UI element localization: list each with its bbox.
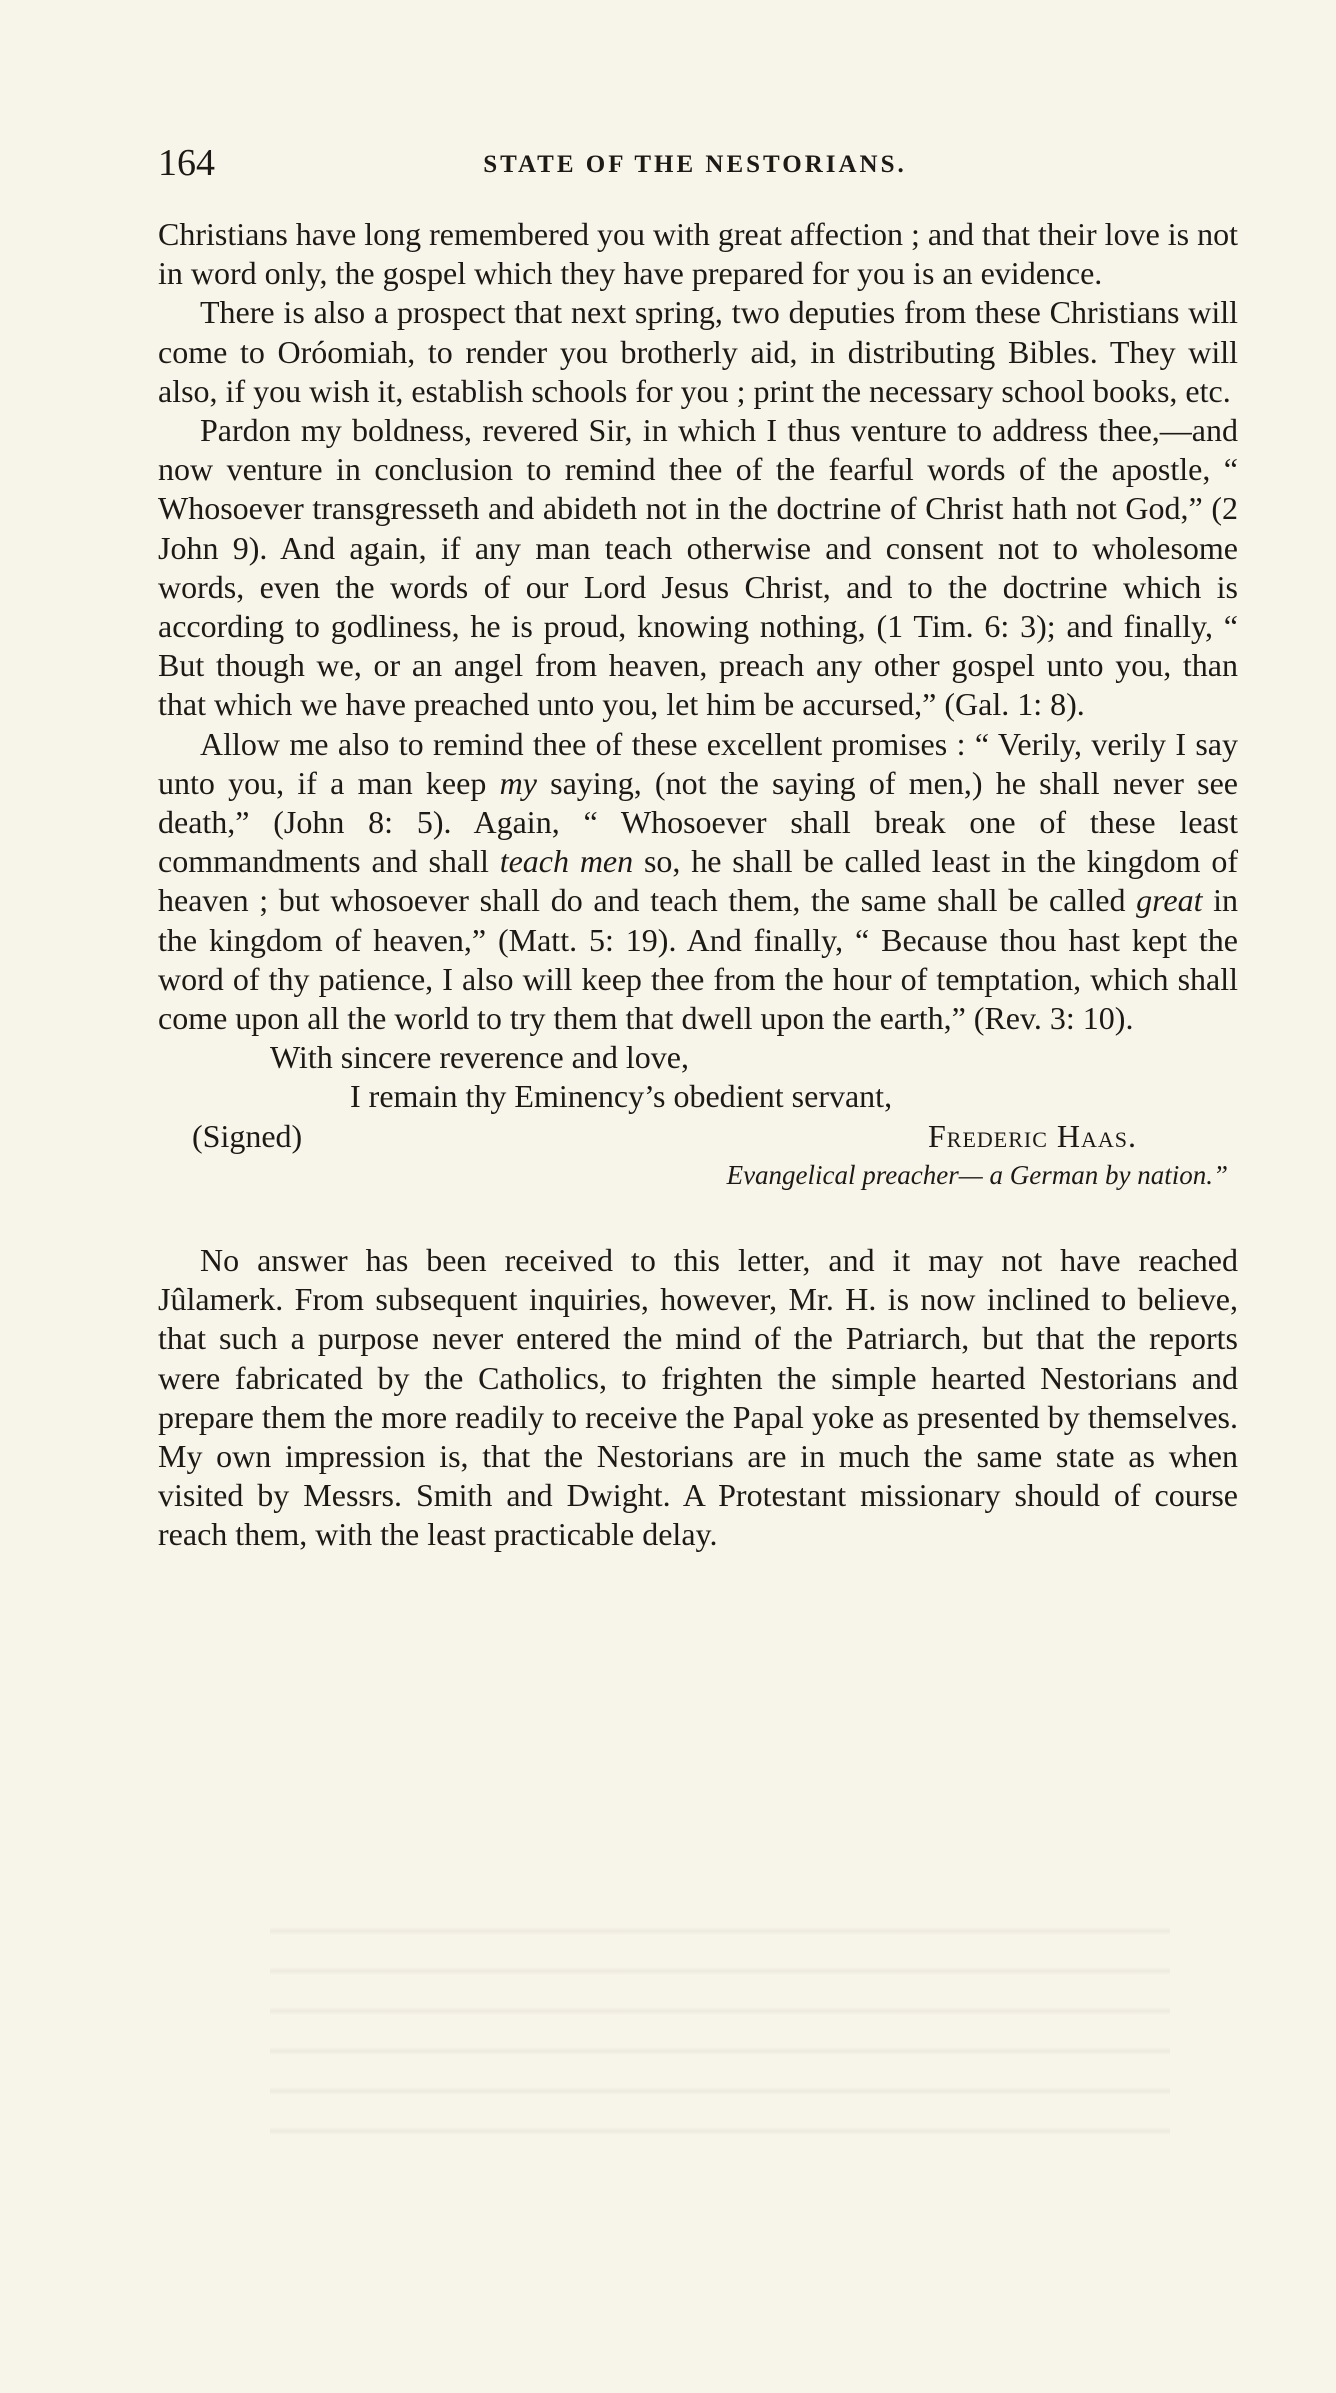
closing-line-2 bbox=[158, 1077, 1238, 1116]
signed-label: (Signed) bbox=[192, 1117, 303, 1154]
promises-text-3: so, he shall be called least in the kingdom of heaven ; but whosoever shall do and teach them, the same shall be called bbox=[158, 843, 1238, 919]
closing-line-3 bbox=[158, 1117, 1238, 1156]
promises-italic-teach-men: teach men bbox=[499, 843, 634, 880]
section-gap bbox=[158, 1195, 1238, 1241]
running-head: STATE OF THE NESTORIANS. bbox=[483, 151, 907, 178]
promises-text-4: in the kingdom of heaven,” (Matt. 5: 19). And finally, “ Because thou hast kept the word of thy patience, I also will keep thee from the hour of temptation, which shall come upon all the world to try them that dwell upon the earth,” (Rev. 3: 10). bbox=[158, 882, 1239, 1037]
promises-text-2: saying, (not the saying of men,) he shall never see death,” (John 8: 5). Again, “ Whosoever shall break one of these least commandments and shall bbox=[158, 764, 1239, 880]
page-number: 164 bbox=[158, 142, 215, 184]
page-body bbox=[158, 215, 1238, 1555]
paragraph-pardon: Pardon my boldness, revered Sir, in which I thus venture to address thee,—and now venture in conclusion to remind thee of the fearful words of the apostle, “ Whosoever transgresseth and abideth not in the doctrine of Christ hath not God,” (2 John 9). And again, if any man teach otherwise and consent not to wholesome words, even the words of our Lord Jesus Christ, and to the doctrine which is according to godliness, he is proud, knowing nothing, (1 Tim. 6: 3); and finally, “ But though we, or an angel from heaven, preach any other gospel unto you, than that which we have preached unto you, let him be accursed,” (Gal. 1: 8). bbox=[158, 412, 1238, 723]
closing-salutation: With sincere reverence and love, bbox=[270, 1039, 689, 1076]
signatory-title: Evangelical preacher— a German by nation.” bbox=[726, 1159, 1228, 1190]
closing-remain: I remain thy Eminency’s obedient servant, bbox=[350, 1078, 893, 1115]
paragraph-continued: Christians have long remembered you with great affection ; and that their love is not in word only, the gospel which they have prepared for you is an evidence. bbox=[158, 216, 1238, 292]
paragraph-deputies: There is also a prospect that next spring, two deputies from these Christians will come to Oróomiah, to render you brotherly aid, in distributing Bibles. They will also, if you wish it, establish schools for you ; print the necessary school books, etc. bbox=[158, 294, 1238, 409]
paragraph-promises bbox=[158, 725, 1238, 1039]
closing-line-1 bbox=[158, 1038, 1238, 1077]
page-header bbox=[158, 138, 1232, 188]
signatory-name: Frederic Haas. bbox=[928, 1117, 1138, 1154]
promises-italic-great: great bbox=[1136, 882, 1203, 919]
promises-italic-my: my bbox=[499, 764, 537, 801]
promises-text-1: Allow me also to remind thee of these excellent promises : “ Verily, verily I say unto you, if a man keep bbox=[158, 725, 1238, 801]
show-through-bleed bbox=[270, 1905, 1170, 2145]
paragraph-no-answer: No answer has been received to this letter, and it may not have reached Jûlamerk. From subsequent inquiries, however, Mr. H. is now inclined to believe, that such a purpose never entered the mind of the Patriarch, but that the reports were fabricated by the Catholics, to frighten the simple hearted Nestorians and prepare them the more readily to receive the Papal yoke as presented by themselves. My own impression is, that the Nestorians are in much the same state as when visited by Messrs. Smith and Dwight. A Protestant missionary should of course reach them, with the least practicable delay. bbox=[158, 1242, 1238, 1553]
